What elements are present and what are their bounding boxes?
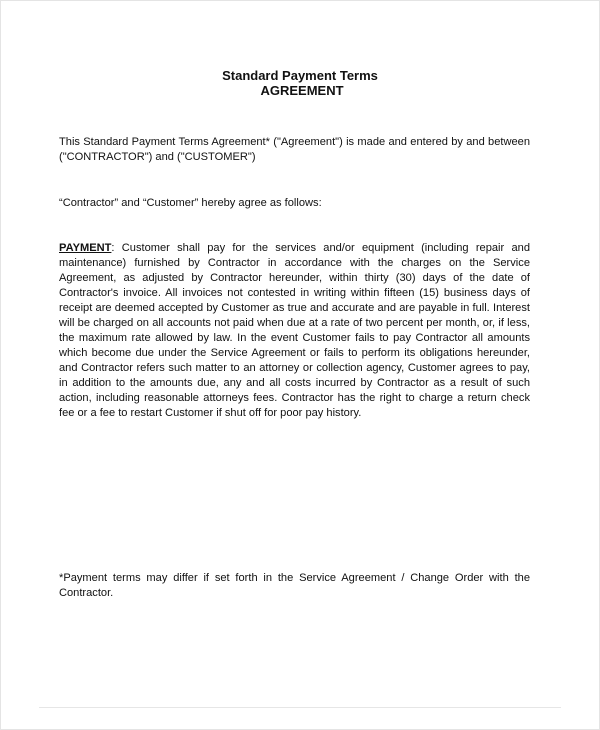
title-line-2: AGREEMENT: [260, 83, 344, 98]
agreement-statement: “Contractor” and “Customer” hereby agree as follows:: [59, 197, 322, 209]
payment-body: Customer shall pay for the services and/or equipment (including repair and maintenance) furnished by Contractor in accordance with the charges on the Service Agreement, as adjusted by Contractor hereunder, within thirty (30) days of the date of Contractor's invoice. All invoices not contested in writing within fifteen (15) business days of receipt are deemed accepted by Customer as true and accurate and are payable in full. Interest will be charged on all accounts not paid when due at a rate of two percent per month, or, if less, the maximum rate allowed by law. In the event Customer fails to pay Contractor all amounts which become due under the Service Agreement or fails to perform its obligations hereunder, and Contractor refers such matter to an attorney or collection agency, Customer agrees to pay, in addition to the amounts due, any and all costs incurred by Contractor as a result of such action, including reasonable attorneys fees. Contractor has the right to charge a return check fee or a fee to restart Customer if shut off for poor pay history.: [59, 242, 530, 419]
payment-colon: :: [111, 242, 115, 254]
payment-clause: [59, 241, 530, 421]
footnote: *Payment terms may differ if set forth in the Service Agreement / Change Order with the Contractor.: [59, 572, 530, 599]
document-title: [1, 68, 599, 98]
title-line-1: Standard Payment Terms: [222, 68, 378, 83]
footer-divider: [39, 707, 561, 708]
payment-heading: PAYMENT: [59, 242, 112, 254]
intro-paragraph: This Standard Payment Terms Agreement* ("Agreement") is made and entered by and between ("CONTRACTOR") and ("CUSTOMER"): [59, 136, 530, 163]
